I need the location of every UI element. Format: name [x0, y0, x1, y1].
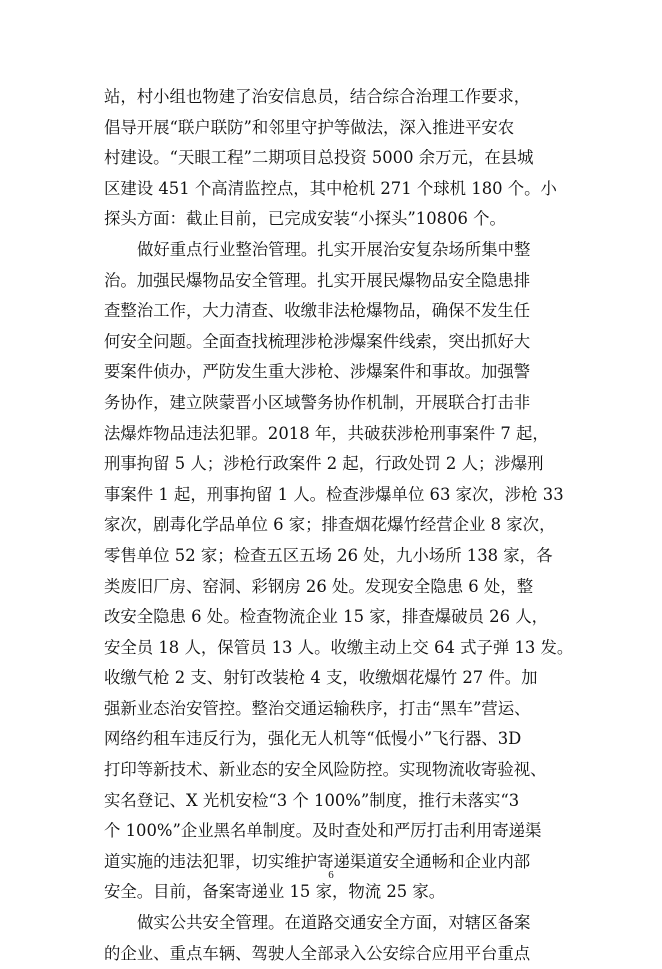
text-line: 家次，剧毒化学品单位 6 家；排查烟花爆竹经营企业 8 家次， — [104, 515, 556, 535]
text-line: 道实施的违法犯罪，切实维护寄递渠道安全通畅和企业内部 — [104, 851, 531, 871]
text-line: 查整治工作，大力清查、收缴非法枪爆物品，确保不发生任 — [104, 301, 531, 321]
text-line: 区建设 451 个高清监控点，其中枪机 271 个球机 180 个。小 — [104, 178, 557, 198]
text-line: 个 100%”企业黑名单制度。及时查处和严厉打击利用寄递渠 — [104, 821, 542, 841]
text-line: 倡导开展“联户联防”和邻里守护等做法，深入推进平安农 — [104, 117, 515, 137]
text-line: 网络约租车违反行为，强化无人机等“低慢小”飞行器、3D — [104, 729, 522, 749]
text-line: 村建设。“天眼工程”二期项目总投资 5000 余万元，在县城 — [104, 148, 534, 168]
text-line: 改安全隐患 6 处。检查物流企业 15 家，排查爆破员 26 人， — [104, 607, 548, 627]
text-line: 事案件 1 起，刑事拘留 1 人。检查涉爆单位 63 家次，涉枪 33 — [104, 484, 564, 504]
text-line: 实名登记、X 光机安检“3 个 100%”制度，推行未落实“3 — [104, 790, 520, 810]
text-line: 强新业态治安管控。整治交通运输秩序，打击“黑车”营运、 — [104, 698, 531, 718]
body-text — [104, 82, 574, 969]
text-line: 要案件侦办，严防发生重大涉枪、涉爆案件和事故。加强警 — [104, 362, 531, 382]
text-line: 安全。目前，备案寄递业 15 家，物流 25 家。 — [104, 882, 446, 902]
text-line: 打印等新技术、新业态的安全风险防控。实现物流收寄验视、 — [104, 760, 547, 780]
text-line: 类废旧厂房、窑洞、彩钢房 26 处。发现安全隐患 6 处，整 — [104, 576, 534, 596]
text-line: 站，村小组也物建了治安信息员，结合综合治理工作要求， — [104, 87, 531, 106]
text-line: 零售单位 52 家；检查五区五场 26 处，九小场所 138 家，各 — [104, 545, 553, 565]
text-line: 刑事拘留 5 人；涉枪行政案件 2 起，行政处罚 2 人；涉爆刑 — [104, 454, 544, 474]
text-line: 探头方面：截止目前，已完成安装“小探头”10806 个。 — [104, 209, 506, 229]
text-line: 治。加强民爆物品安全管理。扎实开展民爆物品安全隐患排 — [104, 270, 531, 290]
text-line: 何安全问题。全面查找梳理涉枪涉爆案件线索，突出抓好大 — [104, 331, 531, 351]
text-line: 务协作，建立陕蒙晋小区域警务协作机制，开展联合打击非 — [104, 392, 531, 412]
text-line: 法爆炸物品违法犯罪。2018 年，共破获涉枪刑事案件 7 起， — [104, 423, 549, 443]
text-line: 的企业、重点车辆、驾驶人全部录入公安综合应用平台重点 — [104, 943, 531, 963]
text-line: 收缴气枪 2 支、射钉改装枪 4 支，收缴烟花爆竹 27 件。加 — [104, 668, 538, 688]
paragraph-first-line: 做实公共安全管理。在道路交通安全方面，对辖区备案 — [137, 913, 531, 933]
paragraph-first-line: 做好重点行业整治管理。扎实开展治安复杂场所集中整 — [137, 239, 531, 259]
page-number: 6 — [328, 869, 334, 881]
text-line: 安全员 18 人，保管员 13 人。收缴主动上交 64 式子弹 13 发。 — [104, 637, 574, 657]
